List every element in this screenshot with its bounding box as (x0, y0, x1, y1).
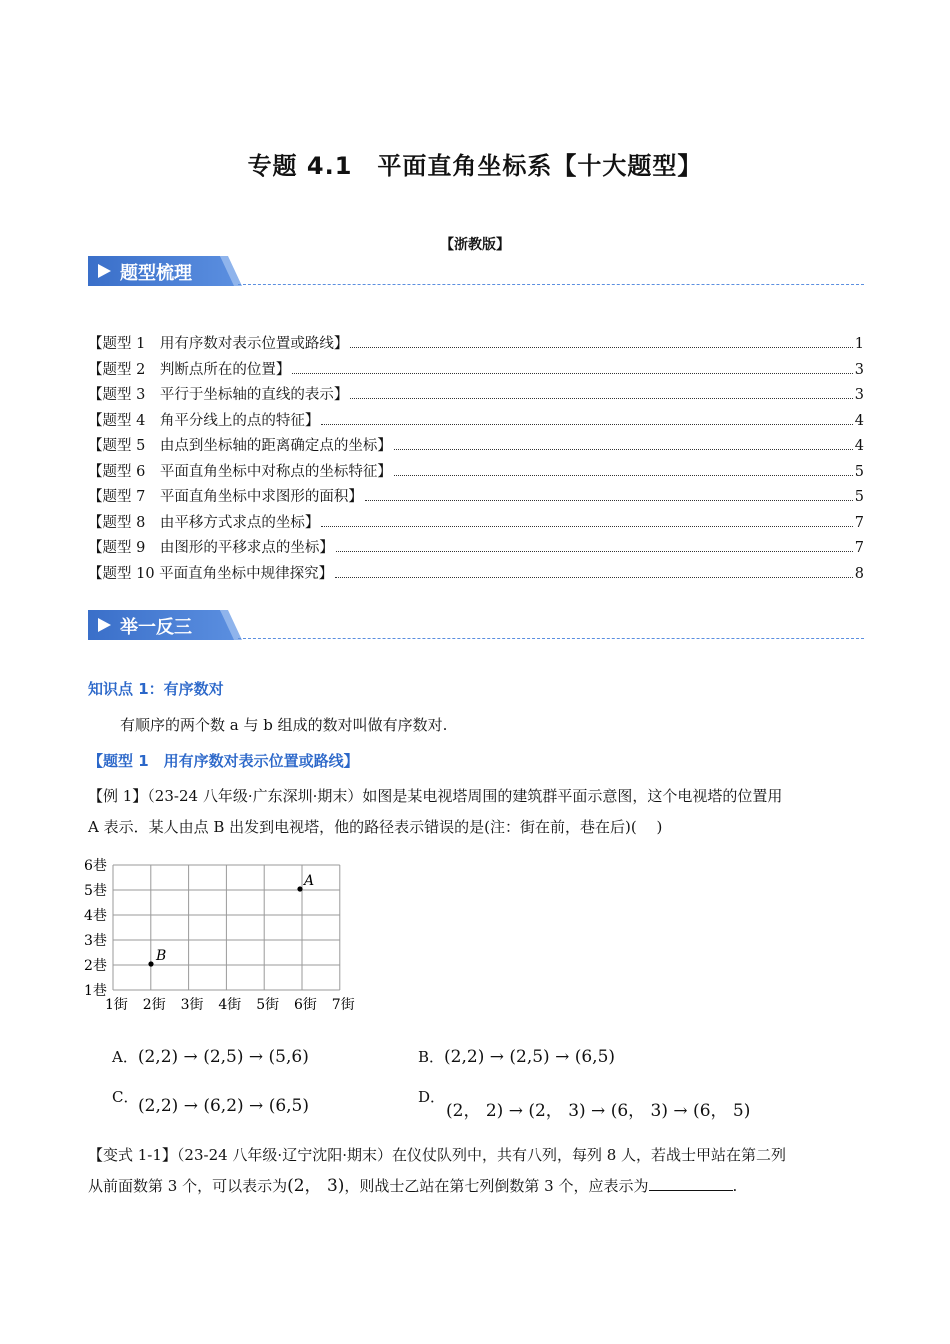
knowledge-heading: 知识点 1：有序数对 (88, 680, 224, 698)
play-arrow-icon (98, 264, 111, 278)
toc-item[interactable]: 【题型 1 用有序数对表示位置或路线】 1 (88, 336, 864, 352)
street-label: 3街 (180, 997, 204, 1013)
lane-label: 1巷 (84, 983, 107, 999)
option-d-text: (2， 2) → (2， 3) → (6， 3) → (6， 5) (446, 1101, 751, 1121)
street-label: 7街 (331, 997, 355, 1013)
toc-item[interactable]: 【题型 8 由平移方式求点的坐标】 7 (88, 514, 864, 531)
street-label: 2街 (142, 997, 166, 1013)
option-b[interactable]: B．(2,2) → (2,5) → (6,5) (418, 1047, 616, 1067)
lane-label: 2巷 (84, 958, 107, 974)
point-a-label: A (304, 873, 315, 889)
toc-item[interactable]: 【题型 6 平面直角坐标中对称点的坐标特征】 5 (88, 463, 864, 480)
toc-item[interactable]: 【题型 3 平行于坐标轴的直线的表示】 3 (88, 387, 864, 403)
section-banner-toc (88, 256, 864, 288)
point-b (148, 961, 153, 966)
banner-label: 题型梳理 (120, 263, 192, 284)
option-c[interactable]: C． (112, 1088, 139, 1106)
example-question (88, 781, 864, 843)
play-arrow-icon (98, 618, 111, 632)
banner-label: 举一反三 (120, 617, 192, 638)
option-a[interactable]: A．(2,2) → (2,5) → (5,6) (112, 1047, 309, 1067)
point-a (297, 886, 302, 891)
section-banner-practice (88, 610, 864, 642)
variant-line-1: 【变式 1-1】（23-24 八年级·辽宁沈阳·期末）在仪仗队列中，共有八列，每列 8 人，若战士甲站在第二列 (88, 1146, 787, 1164)
street-label: 6街 (294, 997, 317, 1013)
point-b-label: B (156, 948, 167, 964)
toc-item[interactable]: 【题型 9 由图形的平移求点的坐标】 7 (88, 540, 864, 556)
option-d[interactable]: D． (418, 1088, 446, 1106)
page-title: 专题 4.1 平面直角坐标系【十大题型】 (247, 152, 703, 180)
street-label: 5街 (256, 997, 280, 1013)
lane-label: 6巷 (84, 858, 107, 874)
variant-line-2: 从前面数第 3 个，可以表示为(2， 3)，则战士乙站在第七列倒数第 3 个，应表示为 . (88, 1176, 738, 1196)
toc-item[interactable]: 【题型 10 平面直角坐标中规律探究】 8 (88, 565, 864, 582)
toc-item[interactable]: 【题型 2 判断点所在的位置】 3 (88, 361, 864, 378)
street-label: 1街 (105, 997, 128, 1013)
answer-blank[interactable] (649, 1176, 733, 1191)
knowledge-description: 有顺序的两个数 a 与 b 组成的数对叫做有序数对. (120, 716, 448, 734)
street-label: 4街 (218, 997, 242, 1013)
toc-item[interactable]: 【题型 7 平面直角坐标中求图形的面积】 5 (88, 489, 864, 505)
example-line-2: A 表示．某人由点 B 出发到电视塔，他的路径表示错误的是(注：街在前，巷在后)( ) (88, 818, 663, 836)
table-of-contents (88, 332, 864, 587)
example-line-1: 【例 1】（23-24 八年级·广东深圳·期末）如图是某电视塔周围的建筑群平面示意图，这个电视塔的位置用 (88, 787, 783, 805)
edition-label: 【浙教版】 (440, 237, 510, 253)
option-c-text: (2,2) → (6,2) → (6,5) (138, 1096, 310, 1116)
question-type-heading: 【题型 1 用有序数对表示位置或路线】 (88, 752, 359, 770)
lane-label: 5巷 (84, 883, 107, 899)
street-grid-figure (84, 852, 364, 1022)
variant-question (88, 1140, 864, 1202)
toc-item[interactable]: 【题型 4 角平分线上的点的特征】 4 (88, 412, 864, 429)
lane-label: 4巷 (84, 908, 107, 924)
lane-label: 3巷 (84, 933, 107, 949)
toc-item[interactable]: 【题型 5 由点到坐标轴的距离确定点的坐标】 4 (88, 438, 864, 454)
